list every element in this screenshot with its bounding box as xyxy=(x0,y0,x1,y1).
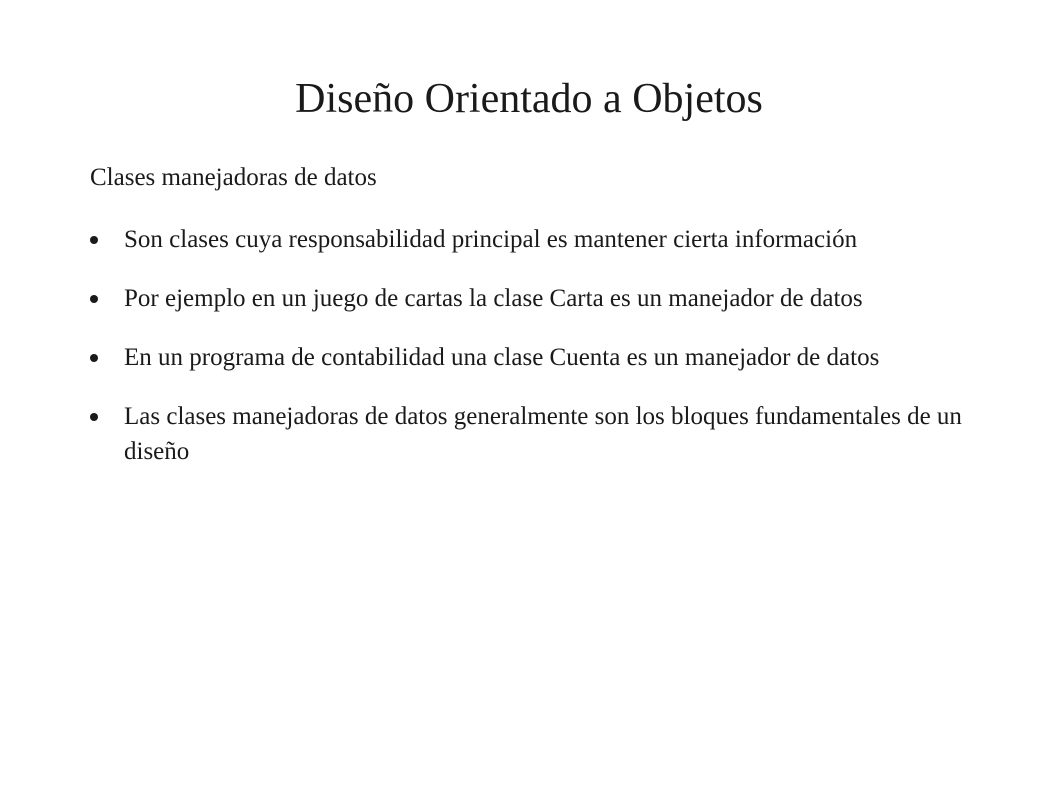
bullet-text: Son clases cuya responsabilidad principal es mantener cierta información xyxy=(124,226,858,253)
slide-title: Diseño Orientado a Objetos xyxy=(295,76,763,122)
bullet-dot-icon xyxy=(90,354,98,362)
bullet-text: Por ejemplo en un juego de cartas la clase Carta es un manejador de datos xyxy=(124,285,863,312)
slide-subtitle: Clases manejadoras de datos xyxy=(90,164,377,191)
bullet-dot-icon xyxy=(90,236,98,244)
bullet-list xyxy=(90,222,990,493)
bullet-item xyxy=(90,222,990,257)
bullet-item xyxy=(90,340,990,375)
bullet-text: Las clases manejadoras de datos generalmente son los bloques fundamentales de un diseño xyxy=(124,403,962,465)
bullet-dot-icon xyxy=(90,413,98,421)
bullet-item xyxy=(90,399,990,469)
bullet-dot-icon xyxy=(90,295,98,303)
bullet-item xyxy=(90,281,990,316)
bullet-text: En un programa de contabilidad una clase Cuenta es un manejador de datos xyxy=(124,344,880,371)
